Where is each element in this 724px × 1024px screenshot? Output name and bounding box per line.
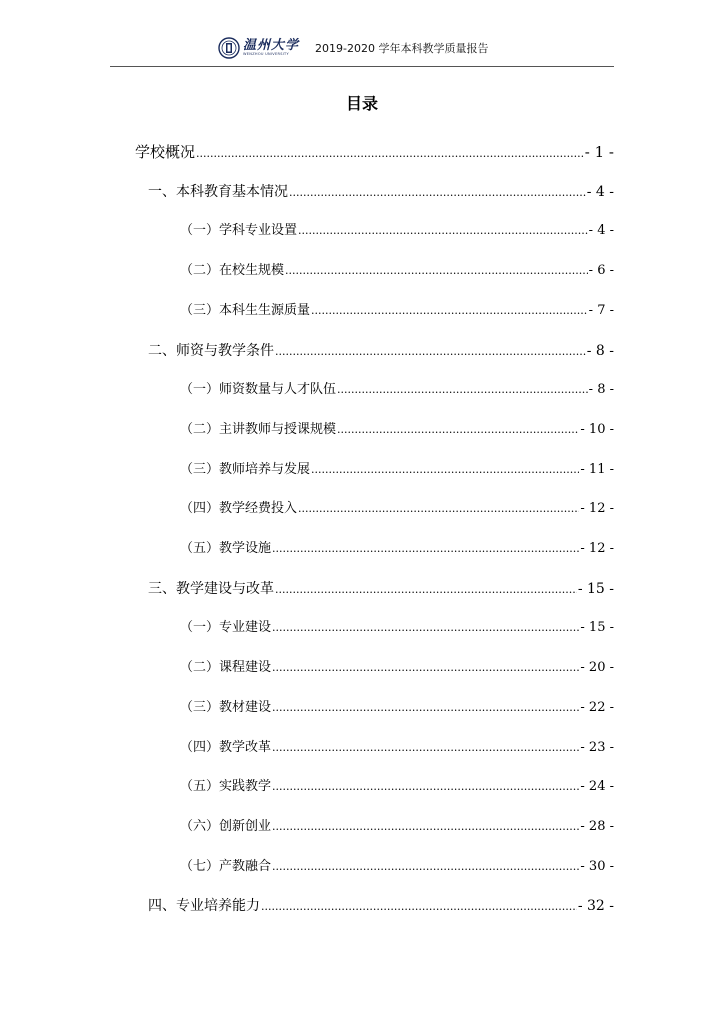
toc-entry-title: （二）课程建设: [180, 660, 272, 675]
toc-dot-leader: [289, 181, 586, 205]
toc-entry-title: （五）教学设施: [180, 541, 272, 556]
toc-dot-leader: [272, 537, 579, 561]
university-logo: [218, 36, 299, 60]
toc-dot-leader: [272, 616, 579, 640]
toc-entry-page: - 8 -: [588, 382, 614, 397]
logo-english-name: WENZHOU UNIVERSITY: [243, 52, 289, 57]
toc-dot-leader: [311, 458, 579, 482]
toc-entry-title: 学校概况: [135, 143, 196, 161]
toc-entry-title: （一）学科专业设置: [180, 223, 298, 238]
toc-entry-page: - 30 -: [580, 859, 614, 874]
logo-name: 温州大学: [243, 38, 300, 54]
toc-entry-page: - 12 -: [580, 541, 614, 556]
toc-dot-leader: [272, 815, 579, 839]
toc-entry[interactable]: [180, 616, 614, 640]
toc-entry[interactable]: [180, 855, 614, 879]
toc-entry-title: （一）师资数量与人才队伍: [180, 382, 337, 397]
toc-entry-title: （六）创新创业: [180, 819, 272, 834]
toc-dot-leader: [272, 656, 579, 680]
toc-dot-leader: [272, 696, 579, 720]
toc-entry-title: （三）教师培养与发展: [180, 462, 311, 477]
logo-wordmark: [243, 39, 299, 57]
page-header: [110, 30, 614, 66]
toc-entry-page: - 24 -: [580, 779, 614, 794]
toc-entry[interactable]: [180, 259, 614, 283]
toc-entry[interactable]: [180, 656, 614, 680]
toc-entry-page: - 12 -: [580, 501, 614, 516]
toc-entry[interactable]: [180, 537, 614, 561]
toc-entry-title: 一、本科教育基本情况: [148, 184, 288, 200]
toc-entry-title: （四）教学经费投入: [180, 501, 298, 516]
toc-entry[interactable]: [148, 894, 614, 918]
toc-entry-page: - 15 -: [577, 581, 614, 597]
toc-entry-title: （四）教学改革: [180, 740, 272, 755]
toc-entry[interactable]: [148, 180, 614, 204]
toc-entry-title: （三）本科生生源质量: [180, 303, 311, 318]
toc-entry-page: - 11 -: [580, 462, 614, 477]
toc-entry[interactable]: [180, 696, 614, 720]
toc-entry-page: - 4 -: [588, 223, 614, 238]
toc-entry-title: （二）主讲教师与授课规模: [180, 422, 337, 437]
toc-dot-leader: [196, 142, 584, 166]
toc-entry-page: - 8 -: [586, 343, 614, 359]
toc-dot-leader: [261, 895, 577, 919]
toc-entry-title: （一）专业建设: [180, 620, 272, 635]
toc-dot-leader: [272, 855, 579, 879]
toc-entry-page: - 20 -: [580, 660, 614, 675]
toc-entry[interactable]: [180, 299, 614, 323]
toc-entry-page: - 32 -: [577, 898, 614, 914]
toc-dot-leader: [337, 418, 579, 442]
toc-entry-page: - 10 -: [580, 422, 614, 437]
toc-entry[interactable]: [180, 458, 614, 482]
toc-entry[interactable]: [148, 339, 614, 363]
university-emblem-icon: [218, 37, 240, 59]
toc-dot-leader: [272, 775, 579, 799]
toc-entry-page: - 28 -: [580, 819, 614, 834]
toc-entry[interactable]: [180, 378, 614, 402]
toc-entry-page: - 22 -: [580, 700, 614, 715]
toc-dot-leader: [298, 219, 588, 243]
toc-entry[interactable]: [180, 418, 614, 442]
toc-entry[interactable]: [135, 140, 614, 164]
toc-entry-page: - 4 -: [586, 184, 614, 200]
toc-entry[interactable]: [180, 219, 614, 243]
toc-entry-page: - 23 -: [580, 740, 614, 755]
header-divider: [110, 66, 614, 67]
toc-heading: 目录: [345, 94, 378, 113]
toc-entry-title: 三、教学建设与改革: [148, 581, 274, 597]
toc-entry[interactable]: [180, 815, 614, 839]
toc-entry[interactable]: [180, 497, 614, 521]
header-content: [218, 36, 488, 60]
toc-dot-leader: [275, 340, 586, 364]
toc-entry-title: （二）在校生规模: [180, 263, 285, 278]
toc-entry-title: （三）教材建设: [180, 700, 272, 715]
toc-entry-page: - 1 -: [584, 143, 614, 161]
toc-dot-leader: [311, 299, 588, 323]
toc-entry-title: （五）实践教学: [180, 779, 272, 794]
toc-entry-page: - 15 -: [580, 620, 614, 635]
toc-entry[interactable]: [180, 736, 614, 760]
toc-dot-leader: [275, 578, 577, 602]
toc-dot-leader: [285, 259, 588, 283]
report-title: 2019-2020 学年本科教学质量报告: [315, 42, 489, 55]
toc-dot-leader: [272, 736, 579, 760]
toc-entry-title: （七）产教融合: [180, 859, 272, 874]
toc-entry[interactable]: [180, 775, 614, 799]
toc-entry-title: 二、师资与教学条件: [148, 343, 274, 359]
toc-entry[interactable]: [148, 577, 614, 601]
toc-dot-leader: [337, 378, 588, 402]
toc-entry-page: - 6 -: [588, 263, 614, 278]
toc-dot-leader: [298, 497, 579, 521]
toc-entry-page: - 7 -: [588, 303, 614, 318]
toc-entry-title: 四、专业培养能力: [148, 898, 260, 914]
